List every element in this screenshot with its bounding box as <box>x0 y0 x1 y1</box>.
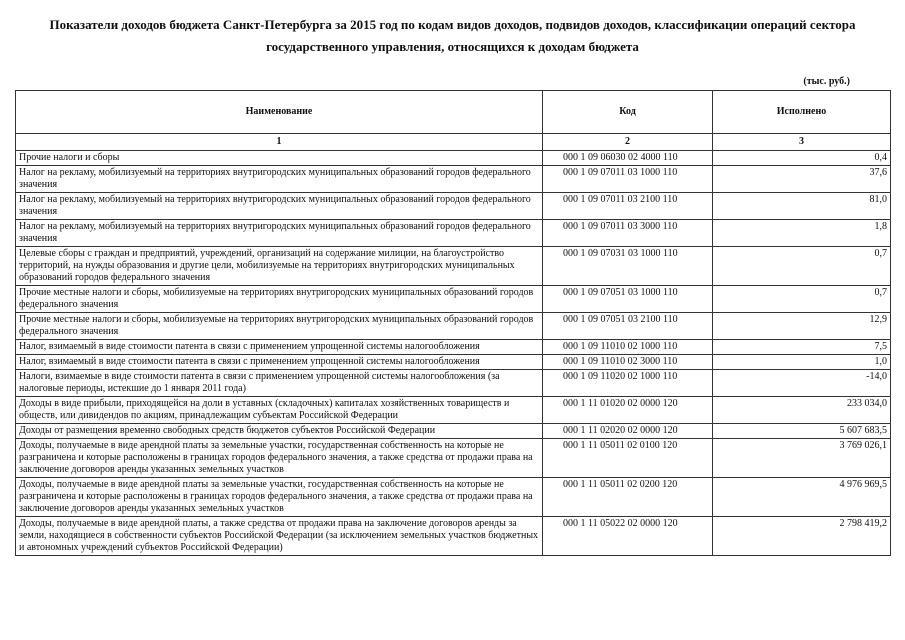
row-value-cell: 0,4 <box>713 151 891 166</box>
table-row <box>16 193 891 220</box>
row-code-cell: 000 1 11 05011 02 0200 120 <box>543 478 713 517</box>
revenue-table <box>15 90 891 556</box>
row-code-cell: 000 1 09 07011 03 3000 110 <box>543 220 713 247</box>
row-name-cell: Доходы от размещения временно свободных средств бюджетов субъектов Российской Федерации <box>16 424 543 439</box>
row-code-cell: 000 1 09 07051 03 2100 110 <box>543 313 713 340</box>
row-name-cell: Доходы, получаемые в виде арендной платы за земельные участки, государственная собственность на которые не разграничена и которые расположены в границах городов федерального значения, а также средства от продажи права на заключение договоров аренды указанных земельных участков <box>16 439 543 478</box>
row-value-cell: 3 769 026,1 <box>713 439 891 478</box>
row-value-cell: 0,7 <box>713 286 891 313</box>
table-row <box>16 220 891 247</box>
row-code-cell: 000 1 09 07011 03 1000 110 <box>543 166 713 193</box>
row-value-cell: 233 034,0 <box>713 397 891 424</box>
table-row <box>16 478 891 517</box>
row-name-cell: Налог, взимаемый в виде стоимости патента в связи с применением упрощенной системы налогообложения <box>16 340 543 355</box>
table-row <box>16 439 891 478</box>
row-value-cell: 37,6 <box>713 166 891 193</box>
table-row <box>16 517 891 556</box>
row-code-cell: 000 1 09 07031 03 1000 110 <box>543 247 713 286</box>
column-header-name: Наименование <box>16 91 543 134</box>
table-body <box>16 151 891 556</box>
row-name-cell: Налоги, взимаемые в виде стоимости патента в связи с применением упрощенной системы налогообложения (за налоговые периоды, истекшие до 1 января 2011 года) <box>16 370 543 397</box>
table-row <box>16 313 891 340</box>
row-value-cell: 1,8 <box>713 220 891 247</box>
row-name-cell: Налог, взимаемый в виде стоимости патента в связи с применением упрощенной системы налогообложения <box>16 355 543 370</box>
table-row <box>16 286 891 313</box>
row-code-cell: 000 1 09 11020 02 1000 110 <box>543 370 713 397</box>
row-code-cell: 000 1 09 07051 03 1000 110 <box>543 286 713 313</box>
table-row <box>16 166 891 193</box>
row-name-cell: Доходы, получаемые в виде арендной платы, а также средства от продажи права на заключение договоров аренды за земли, находящиеся в собственности субъектов Российской Федерации (за исключением земельных участков бюджетных и автономных учреждений субъектов Российской Федерации) <box>16 517 543 556</box>
column-header-executed: Исполнено <box>713 91 891 134</box>
row-value-cell: 2 798 419,2 <box>713 517 891 556</box>
row-value-cell: -14,0 <box>713 370 891 397</box>
row-name-cell: Налог на рекламу, мобилизуемый на территориях внутригородских муниципальных образований городов федерального значения <box>16 166 543 193</box>
row-name-cell: Прочие местные налоги и сборы, мобилизуемые на территориях внутригородских муниципальных образований городов федерального значения <box>16 286 543 313</box>
column-header-code: Код <box>543 91 713 134</box>
row-name-cell: Налог на рекламу, мобилизуемый на территориях внутригородских муниципальных образований городов федерального значения <box>16 220 543 247</box>
row-name-cell: Доходы, получаемые в виде арендной платы за земельные участки, государственная собственность на которые не разграничена и которые расположены в границах городов федерального значения, а также средства от продажи права на заключение договоров аренды указанных земельных участков <box>16 478 543 517</box>
row-code-cell: 000 1 09 07011 03 2100 110 <box>543 193 713 220</box>
row-value-cell: 81,0 <box>713 193 891 220</box>
row-code-cell: 000 1 09 11010 02 3000 110 <box>543 355 713 370</box>
table-row <box>16 340 891 355</box>
row-code-cell: 000 1 11 05011 02 0100 120 <box>543 439 713 478</box>
unit-label: (тыс. руб.) <box>803 76 850 87</box>
row-value-cell: 5 607 683,5 <box>713 424 891 439</box>
row-code-cell: 000 1 09 06030 02 4000 110 <box>543 151 713 166</box>
row-name-cell: Прочие местные налоги и сборы, мобилизуемые на территориях внутригородских муниципальных образований городов федерального значения <box>16 313 543 340</box>
row-name-cell: Доходы в виде прибыли, приходящейся на доли в уставных (складочных) капиталах хозяйственных товариществ и обществ, или дивидендов по акциям, принадлежащим субъектам Российской Федерации <box>16 397 543 424</box>
row-value-cell: 12,9 <box>713 313 891 340</box>
row-code-cell: 000 1 11 02020 02 0000 120 <box>543 424 713 439</box>
row-name-cell: Целевые сборы с граждан и предприятий, учреждений, организаций на содержание милиции, на благоустройство территорий, на нужды образования и другие цели, мобилизуемые на территориях внутригородских муниципальных образований городов федерального значения <box>16 247 543 286</box>
page-title: Показатели доходов бюджета Санкт-Петербурга за 2015 год по кодам видов доходов, подвидов доходов, классификации операций сектора государственного управления, относящихся к доходам бюджета <box>49 17 856 54</box>
row-code-cell: 000 1 11 05022 02 0000 120 <box>543 517 713 556</box>
row-name-cell: Прочие налоги и сборы <box>16 151 543 166</box>
column-number: 1 <box>16 134 543 151</box>
column-number: 2 <box>543 134 713 151</box>
row-name-cell: Налог на рекламу, мобилизуемый на территориях внутригородских муниципальных образований городов федерального значения <box>16 193 543 220</box>
row-value-cell: 4 976 969,5 <box>713 478 891 517</box>
table-row <box>16 151 891 166</box>
table-row <box>16 397 891 424</box>
table-row <box>16 355 891 370</box>
row-value-cell: 0,7 <box>713 247 891 286</box>
table-row <box>16 424 891 439</box>
row-code-cell: 000 1 11 01020 02 0000 120 <box>543 397 713 424</box>
table-row <box>16 370 891 397</box>
column-number: 3 <box>713 134 891 151</box>
row-code-cell: 000 1 09 11010 02 1000 110 <box>543 340 713 355</box>
table-row <box>16 247 891 286</box>
row-value-cell: 7,5 <box>713 340 891 355</box>
row-value-cell: 1,0 <box>713 355 891 370</box>
